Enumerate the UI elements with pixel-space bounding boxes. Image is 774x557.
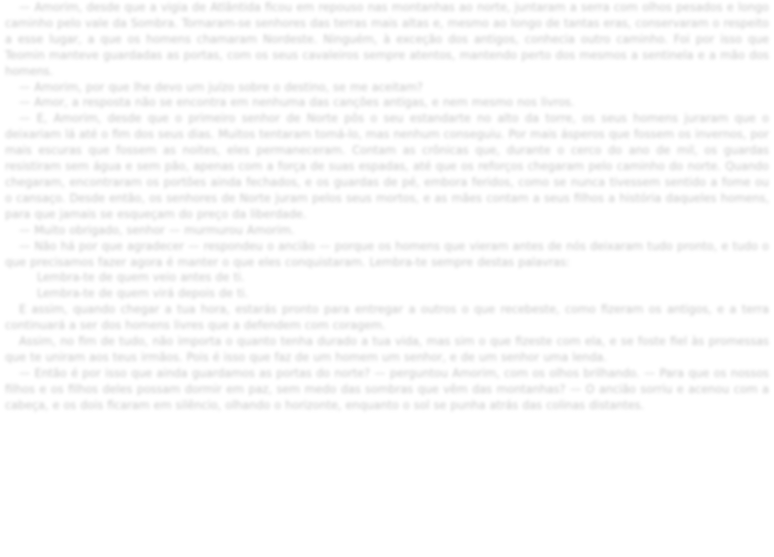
paragraph-8: Assim, no fim de tudo, não importa o quanto tenha durado a tua vida, mas sim o que fizeste com ela, e se foste fiel às promessas que te uniram aos teus irmãos. Pois é isso que faz de um homem um senhor, e de um senhor uma lenda. bbox=[5, 335, 769, 364]
paragraph-5: — Muito obrigado, senhor — murmurou Amorim. bbox=[19, 223, 295, 237]
paragraph-4: — E, Amorim, desde que o primeiro senhor de Norte pôs o seu estandarte no alto da torre, os seus homens juraram que o deixariam lá até o fim dos seus dias. Muitos tentaram tomá-lo, mas nenhum conseguiu. Por mais ásperos que fossem os invernos, por mais escuras que fossem as noites, eles permaneceram. Contam as crônicas que, durante o cerco do ano de mil, os guardas resistiram sem água e sem pão, apenas com a força de suas espadas, até que os reforços chegaram pelo caminho do norte. Quando chegaram, encontraram os portões ainda fechados, e os guardas de pé, embora feridos, como se nunca tivessem sentido a fome ou o cansaço. Desde então, os senhores de Norte juram pelos seus mortos, e as mães contam a seus filhos a história daqueles homens, para que jamais se esqueçam do preço da liberdade. bbox=[5, 112, 769, 221]
paragraph-7: E assim, quando chegar a tua hora, estarás pronto para entregar a outros o que recebeste, como fizeram os antigos, e a terra continuará a ser dos homens livres que a defendem com coragem. bbox=[5, 303, 769, 333]
quote-line-1: Lembra-te de quem veio antes de ti. bbox=[37, 271, 245, 285]
document-page bbox=[5, 0, 769, 557]
paragraph-6: — Não há por que agradecer — respondeu o ancião — porque os homens que vieram antes de nós deixaram tudo pronto, e tudo o que precisamos fazer agora é manter o que eles conquistaram. Lembra-te sempre destas palavras: bbox=[5, 239, 769, 269]
paragraph-3: — Amor, a resposta não se encontra em nenhuma das canções antigas, e nem mesmo nos livros. bbox=[19, 96, 575, 110]
paragraph-1: — Amorim, desde que a vigia de Atlântida ficou em repouso nas montanhas ao norte, juntaram a serra com olhos pesados e longo caminho pelo vale da Sombra. Tornaram-se senhores das terras mais altas e, mesmo ao longo de tantas eras, conservaram o respeito a esse lugar, a que os homens chamaram Nordeste. Ninguém, à exceção dos antigos, conhecia outro caminho. Foi por isso que Teomin manteve guardadas as portas, com os seus cavaleiros sempre atentos, mantendo perto dos mesmos a sentinela e a mão dos homens. bbox=[5, 1, 769, 78]
quote-line-2: Lembra-te de quem virá depois de ti. bbox=[37, 287, 249, 301]
paragraph-2: — Amorim, por que lhe devo um juízo sobre o destino, se me aceitam? bbox=[19, 80, 423, 94]
paragraph-9: — Então é por isso que ainda guardamos as portas do norte? — perguntou Amorim, com os olhos brilhando. — Para que os nossos filhos e os filhos deles possam dormir em paz, sem medo das sombras que vêm das montanhas? — O ancião sorriu e acenou com a cabeça, e os dois ficaram em silêncio, olhando o horizonte, enquanto o sol se punha atrás das colinas distantes. bbox=[5, 366, 769, 412]
